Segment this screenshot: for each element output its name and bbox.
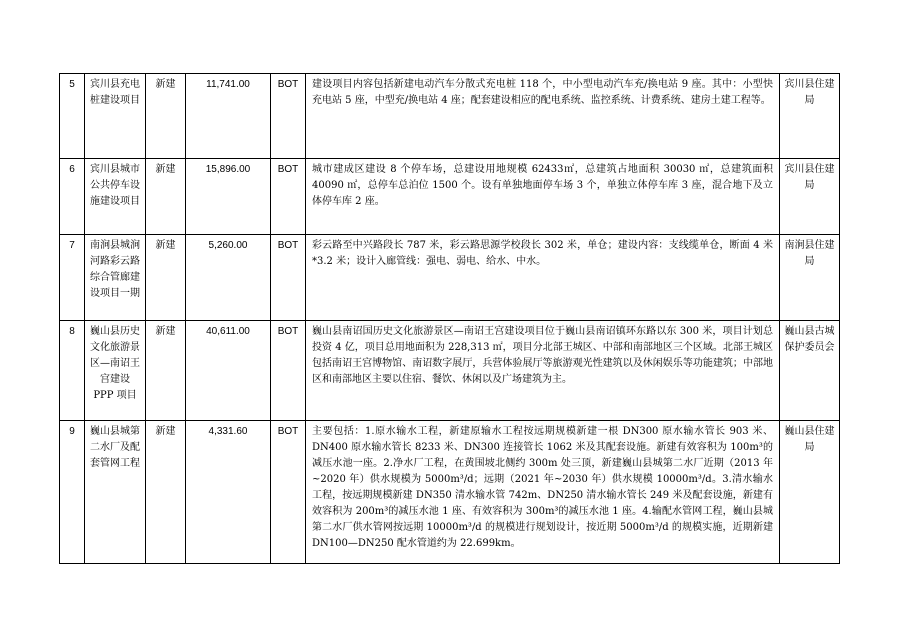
row-number: 9 bbox=[60, 421, 85, 564]
project-name: 巍山县历史文化旅游景区—南诏王宫建设 PPP 项目 bbox=[85, 321, 146, 421]
cooperation-mode: BOT bbox=[271, 159, 306, 235]
project-content: 城市建成区建设 8 个停车场，总建设用地规模 62433㎡，总建筑占地面积 30030 ㎡，总建筑面积 40090 ㎡，总停车总泊位 1500 个。设有单独地面停车场 3 个，单独立体停车库 3 座，混合地下及立体停车库 2 座。 bbox=[306, 159, 780, 235]
construction-type: 新建 bbox=[146, 321, 186, 421]
row-number: 7 bbox=[60, 235, 85, 321]
row-number: 8 bbox=[60, 321, 85, 421]
responsible-unit: 巍山县古城保护委员会 bbox=[780, 321, 840, 421]
construction-type: 新建 bbox=[146, 159, 186, 235]
responsible-unit: 宾川县住建局 bbox=[780, 159, 840, 235]
project-name: 宾川县城市公共停车设施建设项目 bbox=[85, 159, 146, 235]
row-number: 6 bbox=[60, 159, 85, 235]
project-content: 巍山县南诏国历史文化旅游景区—南诏王宫建设项目位于巍山县南诏镇环东路以东 300 米，项目计划总投资 4 亿，项目总用地面积为 228,313 ㎡，项目分北部王城区、中部和南部地区三个区域。北部王城区包括南诏王宫博物馆、南诏数字展厅，兵营体验展厅等旅游观光性建筑以及休闲娱乐等功能建筑；中部地区和南部地区主要以住宿、餐饮、休闲以及广场建筑为主。 bbox=[306, 321, 780, 421]
investment-amount: 5,260.00 bbox=[186, 235, 271, 321]
project-content: 彩云路至中兴路段长 787 米，彩云路思源学校段长 302 米，单仓；建设内容：支线缆单仓，断面 4 米*3.2 米；设计入廊管线：强电、弱电、给水、中水。 bbox=[306, 235, 780, 321]
table-row bbox=[60, 421, 840, 564]
cooperation-mode: BOT bbox=[271, 74, 306, 159]
table-row bbox=[60, 159, 840, 235]
table-row bbox=[60, 235, 840, 321]
project-table bbox=[59, 73, 840, 564]
construction-type: 新建 bbox=[146, 235, 186, 321]
investment-amount: 11,741.00 bbox=[186, 74, 271, 159]
project-name: 南涧县城涧河路彩云路综合管廊建设项目一期 bbox=[85, 235, 146, 321]
cooperation-mode: BOT bbox=[271, 421, 306, 564]
investment-amount: 40,611.00 bbox=[186, 321, 271, 421]
project-name: 宾川县充电桩建设项目 bbox=[85, 74, 146, 159]
cooperation-mode: BOT bbox=[271, 321, 306, 421]
cooperation-mode: BOT bbox=[271, 235, 306, 321]
project-content: 建设项目内容包括新建电动汽车分散式充电桩 118 个，中小型电动汽车充/换电站 9 座。其中：小型快充电站 5 座，中型充/换电站 4 座；配套建设相应的配电系统、监控系统、计费系统、建房土建工程等。 bbox=[306, 74, 780, 159]
construction-type: 新建 bbox=[146, 421, 186, 564]
investment-amount: 4,331.60 bbox=[186, 421, 271, 564]
project-name: 巍山县城第二水厂及配套管网工程 bbox=[85, 421, 146, 564]
responsible-unit: 宾川县住建局 bbox=[780, 74, 840, 159]
responsible-unit: 巍山县住建局 bbox=[780, 421, 840, 564]
construction-type: 新建 bbox=[146, 74, 186, 159]
table-row bbox=[60, 74, 840, 159]
investment-amount: 15,896.00 bbox=[186, 159, 271, 235]
table-row bbox=[60, 321, 840, 421]
row-number: 5 bbox=[60, 74, 85, 159]
responsible-unit: 南涧县住建局 bbox=[780, 235, 840, 321]
project-content: 主要包括：1.原水输水工程，新建原输水工程按远期规模新建一根 DN300 原水输水管长 903 米、DN400 原水输水管长 8233 米、DN300 连接管长 1062 米及其配套设施。新建有效容积为 100m³的减压水池一座。2.净水厂工程，在黄围坡北侧约 300m 处三顶，新建巍山县城第二水厂近期（2013 年~2020 年）供水规模为 5000m³/d；远期（2021 年~2030 年）供水规模 10000m³/d。3.清水输水工程，按远期规模新建 DN350 清水输水管 742m、DN250 清水输水管长 249 米及配套设施，新建有效容积为 200m³的减压水池 1 座、有效容积为 300m³的减压水池 1 座。4.输配水管网工程，巍山县城第二水厂供水管网按远期 10000m³/d 的规模进行规划设计，按近期 5000m³/d 的规模实施，近期新建 DN100—DN250 配水管道约为 22.699km。 bbox=[306, 421, 780, 564]
